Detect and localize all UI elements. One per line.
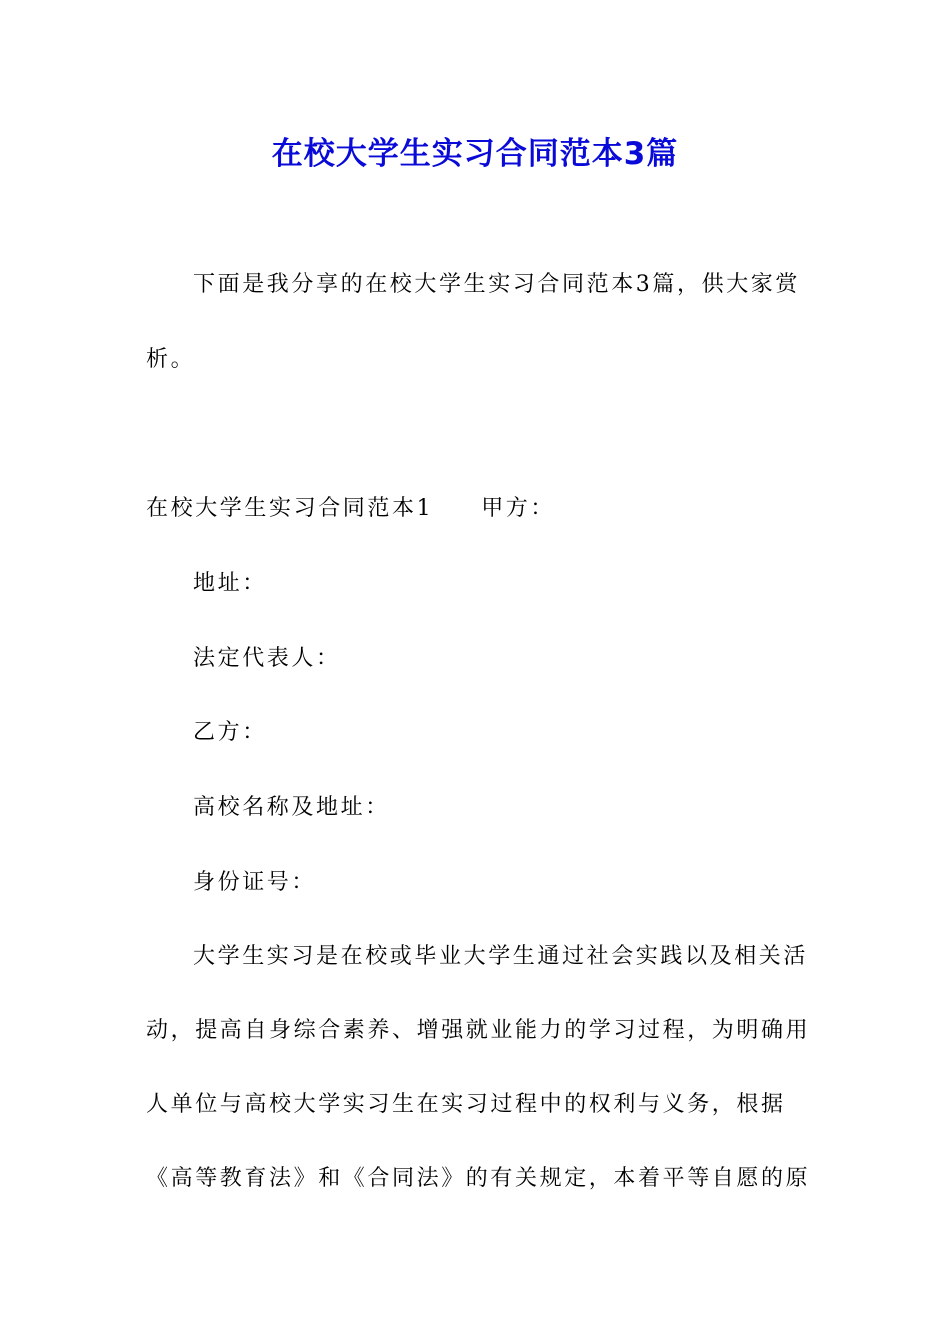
body-line-3: 人单位与高校大学实习生在实习过程中的权利与义务，根据 — [146, 1092, 786, 1117]
party-b-label: 乙方： — [193, 720, 267, 745]
section1-heading: 在校大学生实习合同范本1 — [146, 496, 434, 521]
section-heading-line — [146, 493, 806, 525]
legal-rep-label: 法定代表人： — [193, 646, 341, 671]
address-label: 地址： — [193, 571, 267, 596]
body-line-4: 《高等教育法》和《合同法》的有关规定，本着平等自愿的原 — [146, 1166, 811, 1191]
party-a-label: 甲方： — [481, 496, 556, 521]
intro-line-2: 析。 — [146, 347, 196, 372]
intro-line-1: 下面是我分享的在校大学生实习合同范本3篇，供大家赏 — [193, 272, 800, 297]
body-line-1: 大学生实习是在校或毕业大学生通过社会实践以及相关活 — [193, 944, 809, 969]
body-line-2: 动，提高自身综合素养、增强就业能力的学习过程，为明确用 — [146, 1018, 811, 1043]
school-address-label: 高校名称及地址： — [193, 795, 390, 820]
document-title: 在校大学生实习合同范本3篇 — [271, 136, 679, 172]
id-number-label: 身份证号： — [193, 870, 317, 895]
